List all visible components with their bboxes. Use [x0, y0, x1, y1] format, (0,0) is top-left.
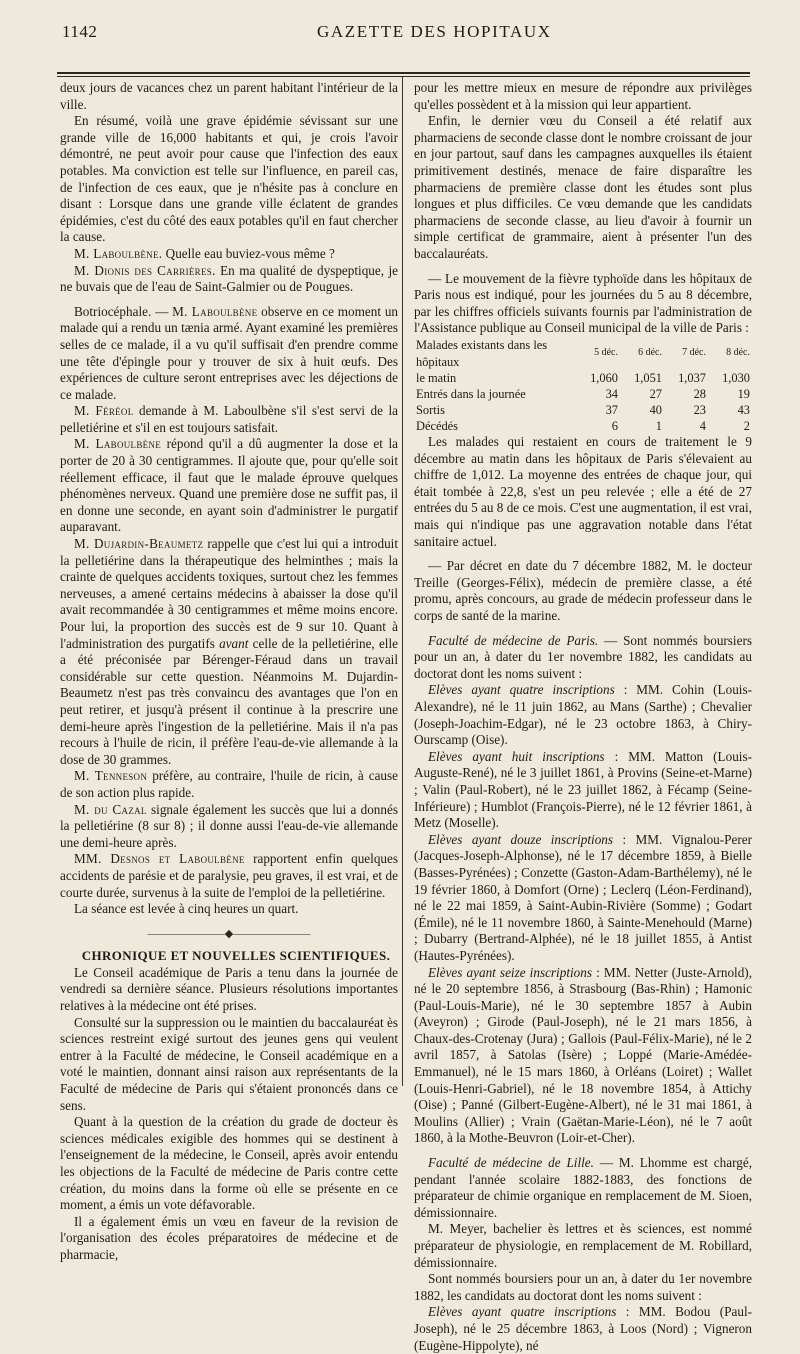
- page-header: [57, 20, 750, 46]
- speaker-name: M. Dujardin-Beaumetz: [74, 536, 204, 552]
- typhoid-stats-table: [414, 337, 752, 434]
- speaker-name: M. Tenneson: [74, 768, 148, 784]
- paragraph: Le Conseil académique de Paris a tenu dans la journée de vendredi sa dernière séance. Plusieurs résolutions importantes relatives à la médecine ont été prises.: [60, 964, 398, 1014]
- table-row: [414, 386, 752, 402]
- paragraph: M. du Cazal signale également les succès que lui a donnés la pelletiérine (8 sur 8) ; il donne aussi l'eau-de-vie allemande une demi-heure après.: [60, 801, 398, 850]
- table-cell: 23: [693, 403, 706, 418]
- page-number: 1142: [62, 22, 98, 41]
- paragraph: M. Laboulbène. Quelle eau buviez-vous même ?: [74, 245, 335, 261]
- column-header: 7 déc.: [682, 347, 706, 359]
- table-header-row: [414, 337, 752, 370]
- paragraph: Botriocéphale. — M. Laboulbène observe en ce moment un malade qui a rendu un tænia armé. Ayant examiné les premières selles de ce malade, il a vu qu'il suffisait d'en prendre comme une tête d'épingle pour y trouver de six à huit œufs. Des expériences de culture seront entreprises avec les déjections de ce malade.: [60, 303, 398, 402]
- paragraph: M. Tenneson préfère, au contraire, l'huile de ricin, à cause de son action plus rapide.: [60, 768, 399, 800]
- speaker-name: M. Féréol: [74, 403, 134, 419]
- table-row: [414, 370, 752, 386]
- paragraph: La séance est levée à cinq heures un quart.: [74, 901, 299, 917]
- table-cell: 1: [655, 419, 662, 434]
- speaker-name: M. Dionis des Carrières.: [74, 262, 216, 278]
- journal-title: GAZETTE DES HOPITAUX: [317, 22, 552, 41]
- table-cell: 1,051: [634, 371, 662, 386]
- paragraph: Faculté de médecine de Lille. — M. Lhomme est chargé, pendant l'année scolaire 1882-1883, des fonctions de préparateur de chimie organique en remplacement de M. Sioen, démissionnaire.: [414, 1155, 753, 1220]
- paragraph: Faculté de médecine de Paris. — Sont nommés boursiers pour un an, à dater du 1er novembre 1882, les candidats au doctorat dont les noms suivent :: [414, 632, 752, 681]
- paragraph: M. Dujardin-Beaumetz rappelle que c'est lui qui a introduit la pelletiérine dans la thérapeutique des helminthes ; mais la crainte de quelques accidents toxiques, surtout chez les femmes nerveuses, a amené certains médecins à abaisser la dose qu'il avait recommandée à 30 centigrammes et même moins encore. Pour lui, la proportion des succès est de 9 sur 10. Quant à l'administration des purgatifs avant celle de la pelletiérine, elle a été préconisée par Bérenger-Féraud dans un travail considérable sur cette question. Néanmoins M. Dujardin-Beaumetz n'est pas très convaincu des avantages que l'on en peut retirer, et jusqu'à présent il continue à la prescrire une demi-heure après l'ingestion de la pelletiérine. Mais il n'a pas recours à l'huile de ricin, il préfère l'eau-de-vie allemande à la dose de 30 grammes.: [60, 536, 399, 767]
- section-lead: Botriocéphale.: [74, 303, 152, 319]
- section-lead: Faculté de médecine de Lille.: [428, 1155, 594, 1171]
- paragraph: Elèves ayant douze inscriptions : MM. Vignalou-Perer (Jacques-Joseph-Alphonse), né le 17 décembre 1859, à Bielle (Basses-Pyrénées) ; Conzette (Gaston-Adam-Barthélemy), né le 19 février 1860, à Domfort (Orne) ; Leclerq (Léon-Ferdinand), né le 22 mai 1859, à Saint-Aubin-Rivière (Somme) ; Godart (Émile), né le 11 novembre 1860, à Sainte-Menehould (Marne) ; Dubarry (Bertrand-Alphée), né le 18 juillet 1855, à Antist (Hautes-Pyrénées).: [414, 831, 752, 963]
- row-label: Décédés: [416, 419, 458, 434]
- ornamental-divider: ———————◆———————: [147, 927, 311, 940]
- paragraph: Sont nommés boursiers pour un an, à dater du 1er novembre 1882, les candidats au doctorat dont les noms suivent :: [414, 1271, 752, 1303]
- speaker-name: M. Laboulbène: [172, 303, 258, 319]
- paragraph: Il a également émis un vœu en faveur de la revision de l'organisation des écoles préparatoires de médecine et de pharmacie,: [60, 1213, 398, 1262]
- table-header-label: Malades existants dans les hôpitaux: [416, 337, 548, 369]
- paragraph: M. Laboulbène répond qu'il a dû augmenter la dose et la porter de 20 à 30 centigrammes. Il ajoute que, pour qu'elle soit réellement efficace, il faut que le malade éprouve quelques phénomènes nerveux. Quand une première dose ne suffit pas, il en donne une seconde, en ayant soin d'administrer le purgatif auparavant.: [60, 436, 398, 535]
- table-cell: 1,060: [590, 371, 618, 386]
- paragraph: Quant à la question de la création du grade de docteur ès sciences médicales exigible des hommes qui se destinent à l'enseignement de la médecine, le Conseil, après avoir entendu les objections de la Faculté de médecine de Paris contre cette création, du moins dans la forme où elle se présente en ce moment, a émis un vote défavorable.: [60, 1114, 398, 1213]
- table-cell: 1,037: [678, 371, 706, 386]
- paragraph: Elèves ayant huit inscriptions : MM. Matton (Louis-Auguste-René), né le 3 juillet 1861, à Provins (Seine-et-Marne) ; Valin (Paul-Robert), né le 23 juillet 1862, à Fécamp (Seine-Inférieure) ; Humblot (François-Pierre), né le 12 février 1861, à Metz (Moselle).: [414, 748, 752, 831]
- section-lead: Faculté de médecine de Paris.: [428, 632, 599, 648]
- paragraph: Les malades qui restaient en cours de traitement le 9 décembre au matin dans les hôpitaux de Paris s'élevaient au chiffre de 1,012. La moyenne des entrées de chaque jour, qui était tombée à 22,8, s'est un peu relevée ; elle a été de 27 entrées du 5 au 8 de ce mois. C'est une augmentation, il est vrai, mais qui n'indique pas une aggravation notable dans l'état sanitaire actuel.: [414, 434, 752, 549]
- section-heading: CHRONIQUE ET NOUVELLES SCIENTIFIQUES.: [81, 948, 391, 964]
- table-cell: 34: [605, 387, 618, 402]
- table-cell: 4: [699, 419, 706, 434]
- row-label: Sortis: [416, 403, 445, 418]
- paragraph: Elèves ayant quatre inscriptions : MM. Cohin (Louis-Alexandre), né le 11 juin 1862, au Mans (Sarthe) ; Chevalier (Joseph-Joachim-Edgar), né le 23 octobre 1863, à Chiry-Ourscamp (Oise).: [414, 682, 752, 748]
- paragraph: deux jours de vacances chez un parent habitant l'intérieur de la ville.: [60, 80, 398, 112]
- column-header: 5 déc.: [594, 347, 618, 359]
- table-cell: 40: [649, 403, 662, 418]
- column-divider: [402, 76, 403, 1086]
- speaker-name: M. du Cazal: [74, 801, 147, 817]
- paragraph: M. Meyer, bachelier ès lettres et ès sciences, est nommé préparateur de physiologie, en remplacement de M. Robillard, démissionnaire.: [414, 1221, 752, 1270]
- paragraph: MM. Desnos et Laboulbène rapportent enfin quelques accidents de parésie et de paralysie, peu graves, il est vrai, et de courte durée, survenus à la suite de l'emploi de la pelletiérine.: [60, 851, 399, 900]
- left-column: [60, 80, 398, 1264]
- paragraph: — Le mouvement de la fièvre typhoïde dans les hôpitaux de Paris nous est indiqué, pour les journées du 5 au 8 décembre, par les chiffres officiels suivants fournis par l'administration de l'Assistance publique au Conseil municipal de la ville de Paris :: [414, 270, 752, 336]
- paragraph: En résumé, voilà une grave épidémie sévissant sur une grande ville de 16,000 habitants et qui, je crois l'avoir démontré, ne peut avoir pour cause que l'infection des eaux potables. Ma conviction est telle sur l'influence, en pareil cas, de l'infection de ces eaux, que je n'hésite pas à conclure en disant : Lorsque dans une grande ville éclatent de grandes épidémies, c'est du côté des eaux potables qu'il en faut chercher la cause.: [60, 113, 398, 245]
- table-cell: 37: [605, 403, 618, 418]
- table-cell: 2: [743, 419, 750, 434]
- column-header: 6 déc.: [638, 347, 662, 359]
- column-header: 8 déc.: [726, 347, 750, 359]
- table-cell: 19: [737, 387, 750, 402]
- paragraph: — Par décret en date du 7 décembre 1882, M. le docteur Treille (Georges-Félix), médecin de première classe, a été promu, après concours, au grade de médecin professeur dans le corps de santé de la marine.: [414, 558, 752, 624]
- right-column: [414, 80, 752, 1354]
- header-rule-thick: [57, 72, 750, 74]
- paragraph: Consulté sur la suppression ou le maintien du baccalauréat ès sciences restreint exigé surtout des jeunes gens qui veulent entrer à la Faculté de médecine, le Conseil académique en a voté le maintien, donnant ainsi raison aux représentants de la Faculté de médecine de Paris qui s'étaient prononcés dans ce sens.: [60, 1014, 398, 1113]
- table-cell: 27: [649, 387, 662, 402]
- table-cell: 6: [611, 419, 618, 434]
- paragraph: pour les mettre mieux en mesure de répondre aux privilèges qu'elles possèdent et à la mission qui leur appartient.: [414, 80, 752, 112]
- table-cell: 1,030: [722, 371, 750, 386]
- row-label: Entrés dans la journée: [416, 387, 526, 402]
- paragraph: M. Dionis des Carrières. En ma qualité de dyspeptique, je ne buvais que de l'eau de Saint-Galmier ou de Pougues.: [60, 262, 398, 295]
- speaker-name: M. Laboulbène: [74, 436, 162, 452]
- speaker-name: MM. Desnos et Laboulbène: [74, 851, 245, 867]
- table-row: [414, 402, 752, 418]
- paragraph: Elèves ayant quatre inscriptions : MM. Bodou (Paul-Joseph), né le 25 décembre 1863, à Loos (Nord) ; Vigneron (Eugène-Hippolyte), né: [414, 1304, 752, 1353]
- table-row: [414, 418, 752, 434]
- speaker-name: M. Laboulbène.: [74, 245, 163, 261]
- row-label: le matin: [416, 371, 457, 386]
- table-cell: 28: [693, 387, 706, 402]
- paragraph: Elèves ayant seize inscriptions : MM. Netter (Juste-Arnold), né le 20 septembre 1856, à Strasbourg (Bas-Rhin) ; Hamonic (Paul-Louis-Marie), né le 30 septembre 1857 à Aubin (Aveyron) ; Girode (Paul-Joseph), né le 21 mars 1856, à Chaux-des-Crotenay (Jura) ; Gallois (Paul-Félix-Marie), né le 2 avril 1857, à Satolas (Isère) ; Loppé (Marie-Amédée-Emmanuel), né le 15 mars 1860, à Orléans (Loiret) ; Wallet (Louis-Henri-Gabriel), né le 18 novembre 1854, à Attichy (Oise) ; Panné (Gilbert-Eugène-Albert), né le 31 mai 1861, à Moulins (Allier) ; Vrain (Gaëtan-Marie-Léon), né le 7 août 1860, à la Mothe-Beuvron (Loir-et-Cher).: [414, 964, 752, 1146]
- paragraph: Enfin, le dernier vœu du Conseil a été relatif aux pharmaciens de seconde classe dont le nombre croissant de jour en jour partout, sauf dans les campagnes auxquelles ils étaient primitivement destinés, menace de faire disparaître les pharmaciens de première classe dont les études sont plus longues et plus difficiles. Ce vœu demande que les candidats pharmaciens de seconde classe, au lieu d'avoir à fournir un simple certificat de grammaire, aient à présenter l'un des baccalauréats.: [414, 113, 752, 261]
- header-rule-thin: [57, 76, 750, 77]
- table-cell: 43: [737, 403, 750, 418]
- paragraph: M. Féréol demande à M. Laboulbène s'il s'est servi de la pelletiérine et s'il en est toujours satisfait.: [60, 403, 398, 435]
